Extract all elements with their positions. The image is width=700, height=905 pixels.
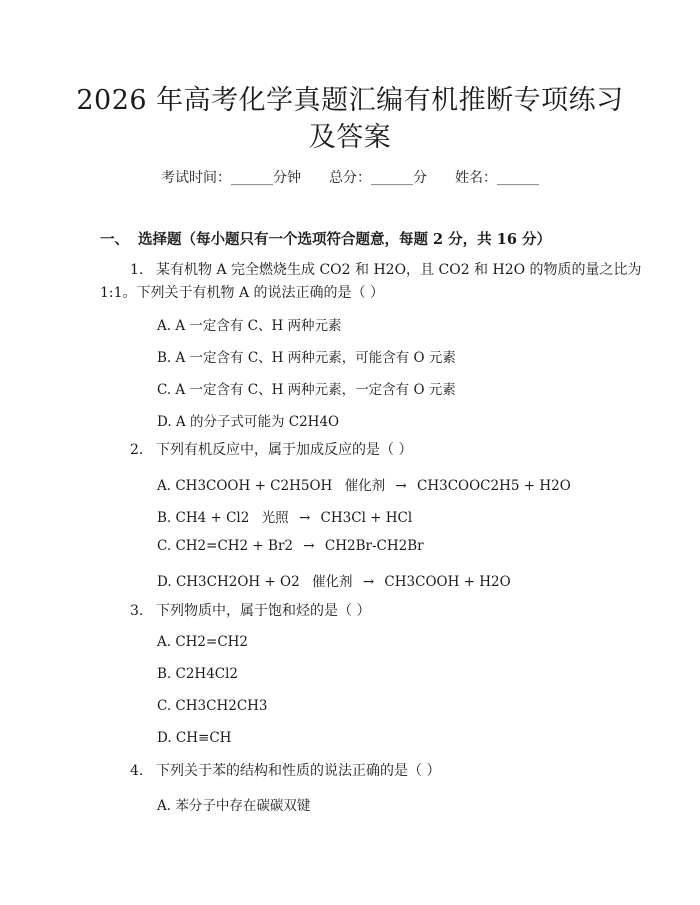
question-1-stem-line-2: 1:1。下列关于有机物 A 的说法正确的是（ ） xyxy=(100,285,384,301)
reaction-arrow-icon: → xyxy=(362,574,375,590)
question-2-stem xyxy=(130,439,412,461)
reaction-condition: 催化剂 xyxy=(344,478,386,494)
reaction-arrow-icon: → xyxy=(395,478,407,494)
total-score-field: 总分：______分 xyxy=(329,170,427,186)
question-2-option-d xyxy=(157,570,511,590)
question-4-option-a: A. 苯分子中存在碳碳双键 xyxy=(157,798,311,814)
question-2-stem-text: 下列有机反应中，属于加成反应的是（ ） xyxy=(156,442,413,458)
question-1-option-b: B. A 一定含有 C、H 两种元素，可能含有 O 元素 xyxy=(157,350,456,366)
reactants: CH3COOH + C2H5OH xyxy=(175,478,333,494)
question-3-option-a: A. CH2=CH2 xyxy=(157,634,249,650)
question-2-option-b xyxy=(157,506,412,526)
title-line-2: 及答案 xyxy=(308,122,392,153)
question-3-option-c: C. CH3CH2CH3 xyxy=(157,698,268,714)
question-1-option-c: C. A 一定含有 C、H 两种元素，一定含有 O 元素 xyxy=(157,382,456,398)
question-3-number: 3. xyxy=(130,603,144,619)
reactants: CH2=CH2 + Br2 xyxy=(175,538,293,554)
document-title xyxy=(60,82,640,156)
question-1-option-d: D. A 的分子式可能为 C2H4O xyxy=(157,414,340,430)
question-1-stem-line-1 xyxy=(130,259,642,281)
question-2-option-c xyxy=(157,538,424,554)
question-3-option-b: B. C2H4Cl2 xyxy=(157,666,239,682)
option-label: B. xyxy=(157,510,172,526)
section-number: 一、 xyxy=(100,231,129,248)
reactants: CH4 + Cl2 xyxy=(175,510,250,526)
question-4-stem-text: 下列关于苯的结构和性质的说法正确的是（ ） xyxy=(156,763,441,779)
title-line-1: 2026 年高考化学真题汇编有机推断专项练习 xyxy=(76,85,624,116)
reaction-arrow-icon: → xyxy=(298,510,311,526)
products: CH3COOH + H2O xyxy=(384,574,511,590)
question-3-option-d: D. CH≡CH xyxy=(157,730,232,746)
products: CH3Cl + HCl xyxy=(320,510,413,526)
name-field: 姓名：______ xyxy=(455,170,539,186)
section-title: 选择题（每小题只有一个选项符合题意，每题 2 分，共 16 分） xyxy=(138,231,551,248)
question-1-number: 1. xyxy=(130,262,144,278)
question-1-stem-text: 某有机物 A 完全燃烧生成 CO2 和 H2O，且 CO2 和 H2O 的物质的量之比为 xyxy=(156,262,642,278)
reactants: CH3CH2OH + O2 xyxy=(175,574,300,590)
reaction-condition: 催化剂 xyxy=(312,574,353,590)
section-heading xyxy=(100,228,551,249)
exam-meta xyxy=(0,167,700,187)
question-1-option-a: A. A 一定含有 C、H 两种元素 xyxy=(157,318,342,334)
reaction-arrow-icon: → xyxy=(303,538,315,554)
question-3-stem-text: 下列物质中，属于饱和烃的是（ ） xyxy=(156,603,371,619)
question-3-stem xyxy=(130,600,370,622)
option-label: C. xyxy=(157,538,172,554)
products: CH2Br-CH2Br xyxy=(324,538,424,554)
products: CH3COOC2H5 + H2O xyxy=(417,478,571,494)
question-2-option-a xyxy=(157,474,571,494)
question-4-number: 4. xyxy=(130,763,144,779)
question-4-stem xyxy=(130,760,440,782)
option-label: A. xyxy=(157,478,172,494)
exam-time-field: 考试时间：______分钟 xyxy=(161,170,301,186)
option-label: D. xyxy=(157,574,172,590)
question-2-number: 2. xyxy=(130,442,144,458)
reaction-condition: 光照 xyxy=(261,510,289,526)
